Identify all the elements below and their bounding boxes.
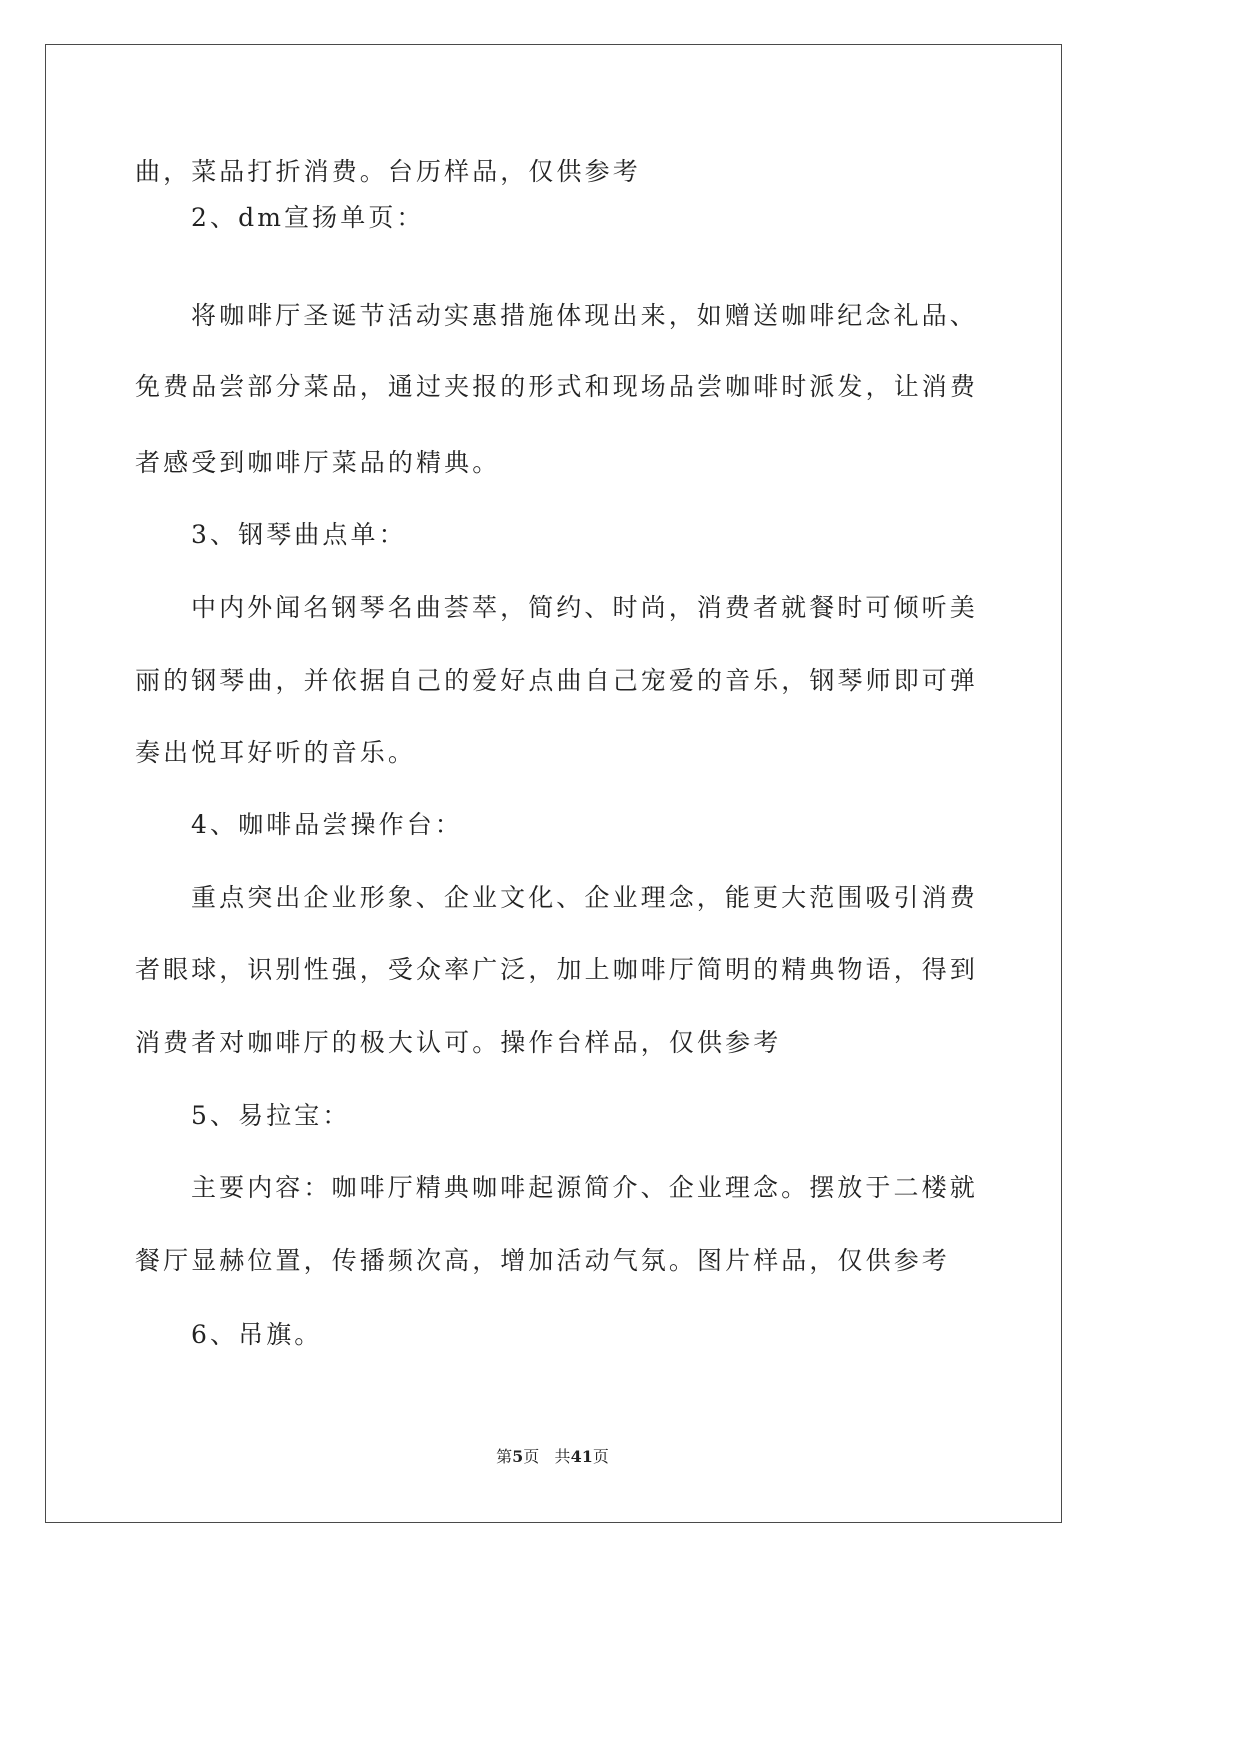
paragraph-first-line: 将咖啡厅圣诞节活动实惠措施体现出来，如赠送咖啡纪念礼品、 xyxy=(191,301,978,330)
body-line: 免费品尝部分菜品，通过夹报的形式和现场品尝咖啡时派发，让消费 xyxy=(135,372,979,401)
page-border xyxy=(45,44,1062,1523)
footer-suffix: 页 xyxy=(592,1447,609,1466)
total-pages-number: 41 xyxy=(570,1447,593,1466)
footer-mid: 页 共 xyxy=(523,1447,571,1466)
footer-prefix: 第 xyxy=(496,1447,513,1466)
body-line: 曲，菜品打折消费。台历样品，仅供参考 xyxy=(135,157,641,186)
paragraph-first-line: 主要内容：咖啡厅精典咖啡起源简介、企业理念。摆放于二楼就 xyxy=(191,1173,978,1202)
body-line: 丽的钢琴曲，并依据自己的爱好点曲自己宠爱的音乐，钢琴师即可弹 xyxy=(135,666,979,695)
body-line: 奏出悦耳好听的音乐。 xyxy=(135,738,417,767)
current-page-number: 5 xyxy=(512,1447,524,1466)
page-footer xyxy=(0,1446,1105,1468)
section-heading: 4、咖啡品尝操作台： xyxy=(191,810,463,839)
paragraph-first-line: 重点突出企业形象、企业文化、企业理念，能更大范围吸引消费 xyxy=(191,883,978,912)
section-heading: 5、易拉宝： xyxy=(191,1101,351,1130)
body-line: 消费者对咖啡厅的极大认可。操作台样品，仅供参考 xyxy=(135,1028,782,1057)
body-line: 者眼球，识别性强，受众率广泛，加上咖啡厅简明的精典物语，得到 xyxy=(135,955,979,984)
section-heading: 6、吊旗。 xyxy=(191,1320,323,1349)
body-line: 餐厅显赫位置，传播频次高，增加活动气氛。图片样品，仅供参考 xyxy=(135,1246,950,1275)
paragraph-first-line: 中内外闻名钢琴名曲荟萃，简约、时尚，消费者就餐时可倾听美 xyxy=(191,593,978,622)
section-heading: 2、dm宣扬单页： xyxy=(191,203,425,232)
body-line: 者感受到咖啡厅菜品的精典。 xyxy=(135,448,501,477)
section-heading: 3、钢琴曲点单： xyxy=(191,520,407,549)
